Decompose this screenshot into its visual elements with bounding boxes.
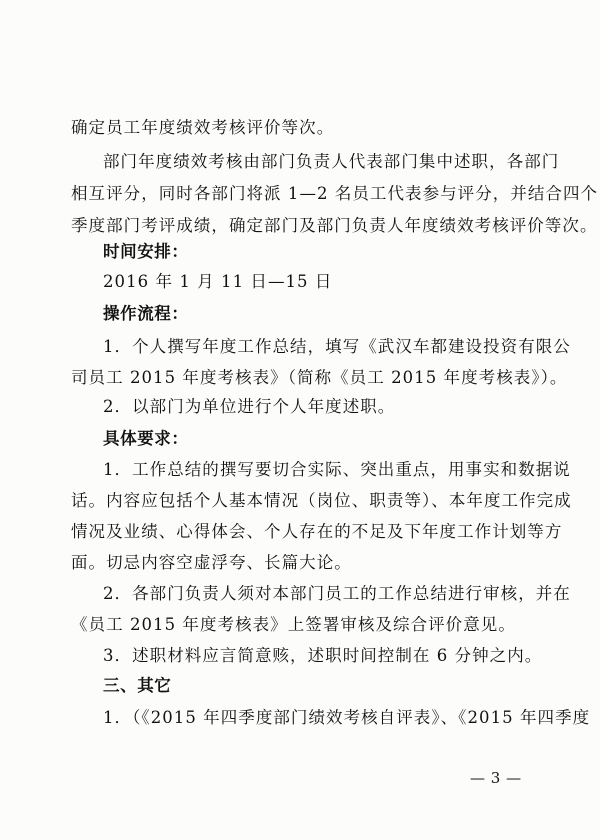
text-line-req-1: 1．工作总结的撰写要切合实际、突出重点，用事实和数据说 [103, 460, 571, 479]
text-line-process-1: 1．个人撰写年度工作总结，填写《武汉车都建设投资有限公 [103, 337, 571, 356]
text-line-3: 相互评分，同时各部门将派 1—2 名员工代表参与评分，并结合四个 [71, 184, 599, 203]
section-heading-requirements: 具体要求： [103, 429, 189, 448]
section-heading-other: 三、其它 [103, 676, 172, 695]
text-line-date: 2016 年 1 月 11 日—15 日 [103, 272, 333, 291]
text-line-4: 季度部门考评成绩，确定部门及部门负责人年度绩效考核评价等次。 [71, 216, 598, 235]
text-line-other-1: 1．（《2015 年四季度部门绩效考核自评表》、《2015 年四季度 [103, 708, 591, 727]
text-line-req-1d: 面。切忌内容空虚浮夸、长篇大论。 [71, 553, 352, 572]
text-line-process-2: 2．以部门为单位进行个人年度述职。 [103, 397, 396, 416]
text-line-req-2b: 《员工 2015 年度考核表》上签署审核及综合评价意见。 [71, 615, 516, 634]
text-line-req-1b: 话。内容应包括个人基本情况（岗位、职责等）、本年度工作完成 [71, 491, 572, 510]
section-heading-process: 操作流程： [103, 304, 189, 323]
text-line-2: 部门年度绩效考核由部门负责人代表部门集中述职，各部门 [103, 152, 560, 171]
text-line-1: 确定员工年度绩效考核评价等次。 [71, 118, 335, 137]
page-number: — 3 — [470, 769, 522, 787]
text-line-req-2: 2．各部门负责人须对本部门员工的工作总结进行审核，并在 [103, 584, 571, 603]
text-line-req-1c: 情况及业绩、心得体会、个人存在的不足及下年度工作计划等方 [71, 522, 563, 541]
text-line-req-3: 3．述职材料应言简意赅，述职时间控制在 6 分钟之内。 [103, 646, 543, 665]
section-heading-schedule: 时间安排： [103, 242, 189, 261]
text-line-process-1b: 司员工 2015 年度考核表》（简称《员工 2015 年度考核表》）。 [71, 368, 568, 387]
